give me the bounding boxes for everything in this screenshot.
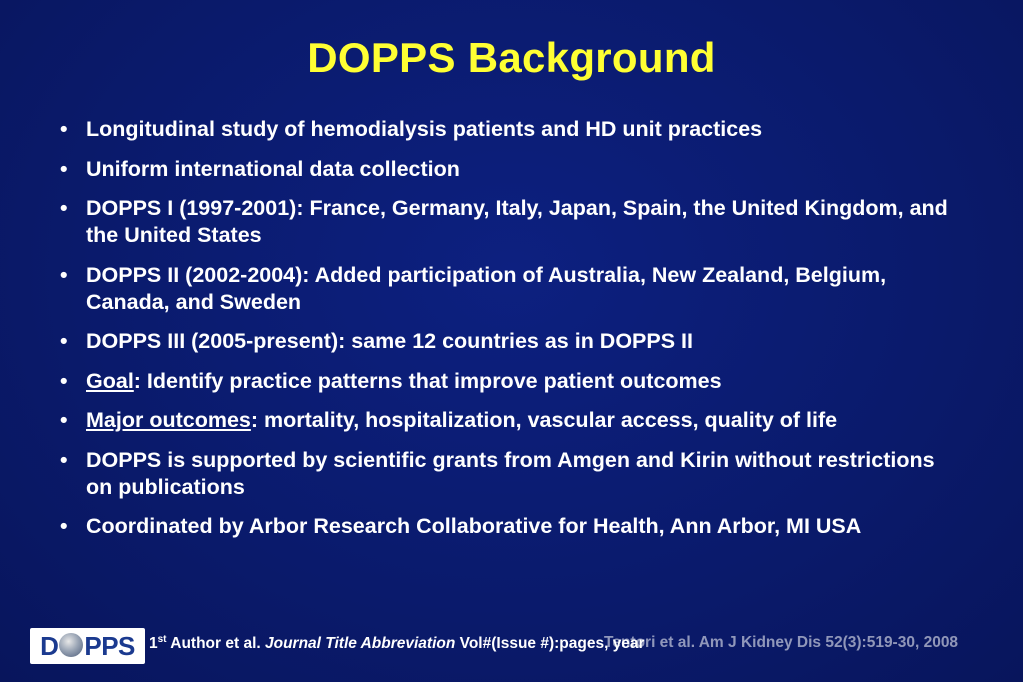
bullet-text: DOPPS is supported by scientific grants from Amgen and Kirin without restrictions on publications [86,447,935,499]
citation-overlay: Tentori et al. Am J Kidney Dis 52(3):519-30, 2008 [604,634,959,651]
bullet-text: : Identify practice patterns that improve patient outcomes [133,368,722,393]
bullet-item [58,368,958,395]
cite-journal: Journal Title Abbreviation [265,635,456,653]
bullet-text: DOPPS III (2005-present): same 12 countries as in DOPPS II [86,329,693,353]
slide-title: DOPPS Background [307,34,716,81]
cite-ordinal: 1 [149,635,158,653]
bullet-item [58,513,958,540]
cite-author: Author et al. [166,635,265,653]
bullet-item [58,407,958,434]
globe-icon [59,633,83,657]
logo-letter: D [40,630,59,661]
bullet-text: DOPPS II (2002-2004): Added participation of Australia, New Zealand, Belgium, Canada, and Sweden [86,262,887,314]
bullet-list [58,116,958,553]
bullet-item [58,328,958,355]
dopps-logo [30,628,145,664]
logo-letters: PPS [84,630,135,661]
bullet-item [58,156,958,183]
bullet-label-major-outcomes: Major outcomes [86,408,251,432]
footer [30,626,1020,666]
bullet-text: : mortality, hospitalization, vascular access, quality of life [250,408,838,432]
bullet-text: DOPPS I (1997-2001): France, Germany, Italy, Japan, Spain, the United Kingdom, and the United States [86,196,948,247]
bullet-text: Coordinated by Arbor Research Collaborative for Health, Ann Arbor, MI USA [86,514,862,538]
bullet-item [58,195,958,249]
citation-template [149,634,645,653]
bullet-text: Uniform international data collection [86,156,460,181]
bullet-item [58,116,958,143]
cite-sup: st [157,634,167,645]
bullet-label-goal: Goal [86,368,134,393]
bullet-text: Longitudinal study of hemodialysis patients and HD unit practices [86,117,763,141]
cite-rest: Vol#(Issue #):pages, year [455,635,645,653]
bullet-item [58,262,958,316]
bullet-item [58,447,958,501]
